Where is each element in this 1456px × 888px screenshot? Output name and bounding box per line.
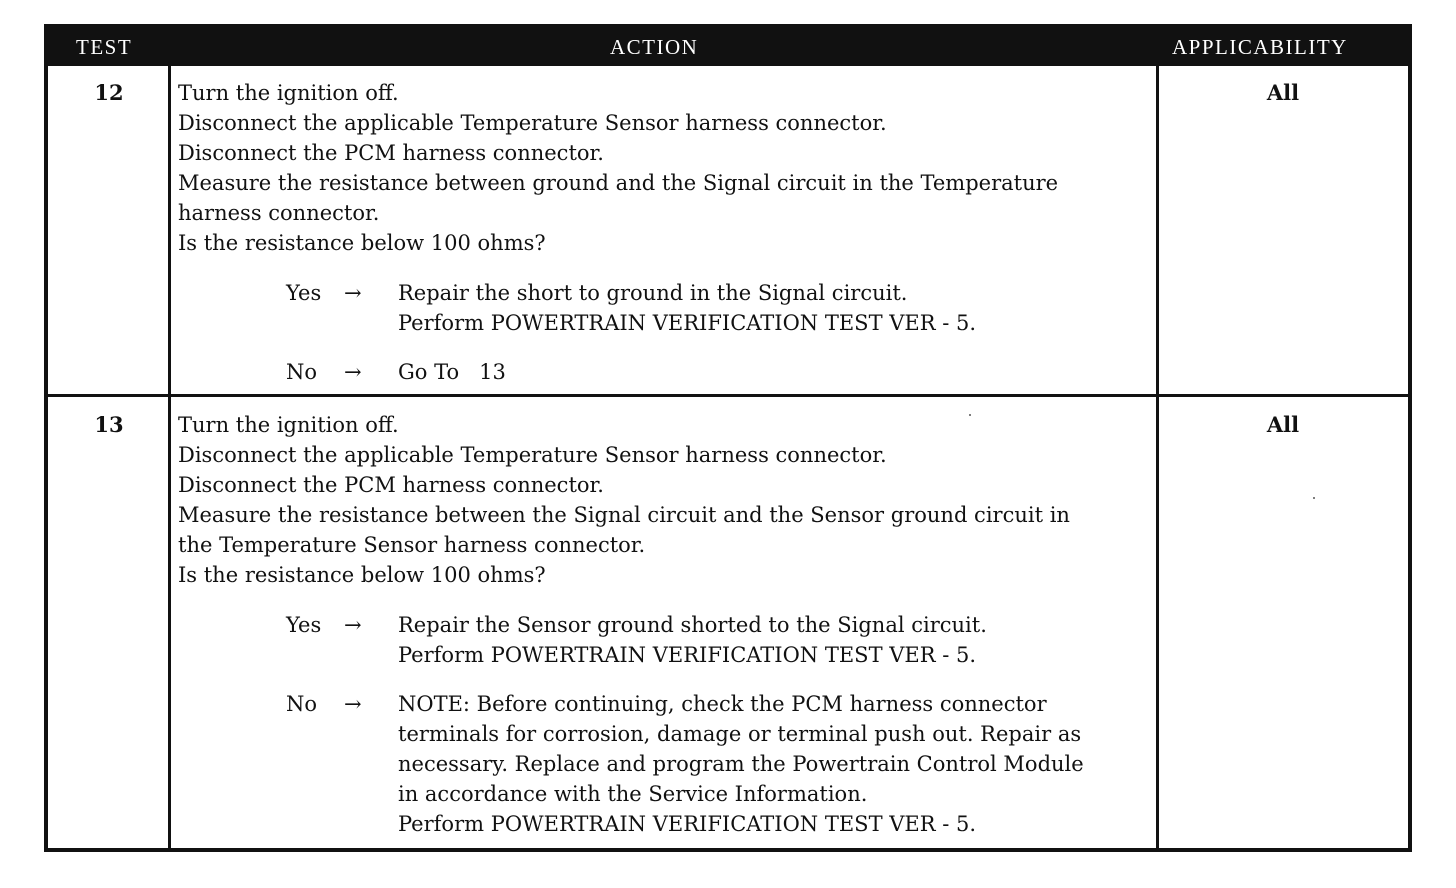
- no-label: No: [286, 692, 318, 716]
- applicability-value: All: [1266, 412, 1300, 437]
- no-line: necessary. Replace and program the Powertrain Control Module: [398, 752, 1084, 776]
- no-text: [398, 689, 1148, 839]
- action-line: Measure the resistance between ground and the Signal circuit in the Temperature: [178, 171, 1059, 195]
- no-line: Perform POWERTRAIN VERIFICATION TEST VER - 5.: [398, 812, 977, 836]
- header-action: ACTION: [610, 35, 699, 59]
- yes-line: Repair the short to ground in the Signal circuit.: [398, 281, 908, 305]
- scan-speck: [1313, 497, 1315, 499]
- action-line: Disconnect the applicable Temperature Sensor harness connector.: [178, 111, 887, 135]
- no-line: in accordance with the Service Information.: [398, 782, 868, 806]
- row-divider: [48, 394, 1408, 397]
- arrow-right-icon: →: [344, 360, 362, 384]
- scan-speck: [969, 414, 971, 416]
- table-header: [48, 28, 1408, 66]
- action-line: Is the resistance below 100 ohms?: [178, 231, 546, 255]
- no-label: No: [286, 360, 318, 384]
- yes-text: [398, 278, 1148, 338]
- action-line: Disconnect the applicable Temperature Sensor harness connector.: [178, 443, 887, 467]
- action-line: Disconnect the PCM harness connector.: [178, 473, 604, 497]
- action-text: [178, 78, 1150, 258]
- no-line: NOTE: Before continuing, check the PCM harness connector: [398, 692, 1047, 716]
- header-test: TEST: [76, 35, 133, 59]
- yes-response: [286, 610, 1156, 670]
- yes-label: Yes: [286, 613, 322, 637]
- yes-line: Perform POWERTRAIN VERIFICATION TEST VER - 5.: [398, 311, 977, 335]
- applicability-value: All: [1266, 80, 1300, 105]
- yes-response: [286, 278, 1156, 338]
- column-divider: [168, 66, 171, 852]
- test-number: 13: [94, 412, 124, 437]
- action-line: harness connector.: [178, 201, 380, 225]
- test-number: 12: [94, 80, 124, 105]
- arrow-right-icon: →: [344, 613, 362, 637]
- action-line: Disconnect the PCM harness connector.: [178, 141, 604, 165]
- arrow-right-icon: →: [344, 692, 362, 716]
- no-line: Go To 13: [398, 360, 506, 384]
- arrow-right-icon: →: [344, 281, 362, 305]
- action-text: [178, 410, 1150, 590]
- yes-line: Repair the Sensor ground shorted to the Signal circuit.: [398, 613, 987, 637]
- no-response: [286, 689, 1156, 839]
- no-line: terminals for corrosion, damage or terminal push out. Repair as: [398, 722, 1082, 746]
- no-text: [398, 357, 1148, 387]
- column-divider: [1156, 66, 1159, 852]
- yes-label: Yes: [286, 281, 322, 305]
- action-line: Measure the resistance between the Signal circuit and the Sensor ground circuit in: [178, 503, 1070, 527]
- yes-line: Perform POWERTRAIN VERIFICATION TEST VER - 5.: [398, 643, 977, 667]
- action-line: Turn the ignition off.: [178, 81, 399, 105]
- action-line: the Temperature Sensor harness connector.: [178, 533, 646, 557]
- action-line: Turn the ignition off.: [178, 413, 399, 437]
- diagnostic-table: [44, 24, 1412, 852]
- no-response: [286, 357, 1156, 387]
- action-line: Is the resistance below 100 ohms?: [178, 563, 546, 587]
- header-applicability: APPLICABILITY: [1172, 35, 1348, 59]
- yes-text: [398, 610, 1148, 670]
